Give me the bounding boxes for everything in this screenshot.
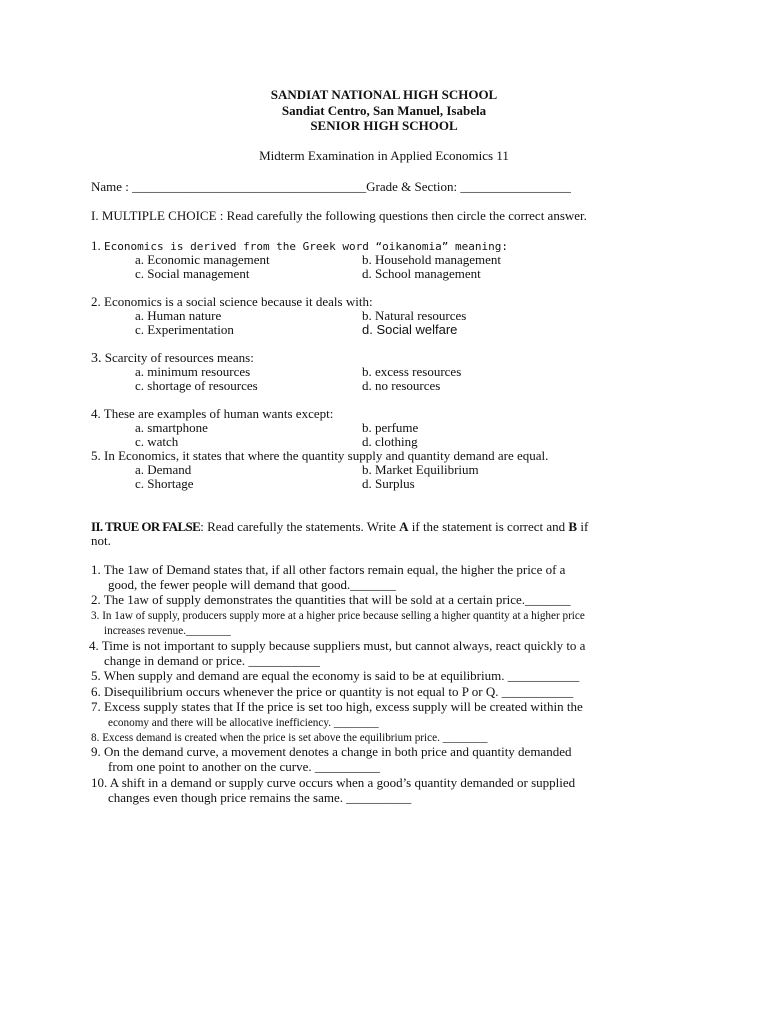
question-stem: Economics is derived from the Greek word “oikanomia” meaning: (104, 240, 508, 253)
choice-c: c. Experimentation (135, 322, 234, 337)
part2-instruction-cont: not. (91, 533, 111, 548)
tf-item-line: 2. The 1aw of supply demonstrates the quantities that will be sold at a certain price._______ (91, 592, 571, 607)
answer-letter-b: B (568, 519, 578, 534)
choice-d: d. clothing (362, 434, 418, 449)
mc-question (91, 449, 548, 463)
tf-item-line: 8. Excess demand is created when the price is set above the equilibrium price. ________ (91, 732, 488, 744)
tf-item-line: 1. The 1aw of Demand states that, if all other factors remain equal, the higher the price of a (91, 562, 566, 577)
tf-item-line: 9. On the demand curve, a movement denotes a change in both price and quantity demanded (91, 744, 572, 759)
choice-a: a. Economic management (135, 252, 270, 267)
question-number: 4. (91, 406, 101, 421)
question-number: 5. (91, 448, 101, 463)
tf-item-line: good, the fewer people will demand that good._______ (108, 577, 396, 592)
exam-title: Midterm Examination in Applied Economics 11 (259, 148, 509, 163)
choice-a: a. smartphone (135, 420, 208, 435)
question-stem: Scarcity of resources means: (104, 350, 254, 365)
question-stem: In Economics, it states that where the quantity supply and quantity demand are equal. (104, 448, 549, 463)
tf-item-line: 4. Time is not important to supply because suppliers must, but cannot always, react quickly to a (89, 638, 586, 653)
choice-d: d. Social welfare (362, 322, 458, 337)
tf-item-line: 7. Excess supply states that If the price is set too high, excess supply will be created within the (91, 699, 583, 714)
part2-instruction (91, 520, 588, 534)
school-address: Sandiat Centro, San Manuel, Isabela (281, 103, 487, 118)
choice-b: b. excess resources (362, 364, 462, 379)
choice-b: b. Natural resources (362, 308, 467, 323)
tf-item-line: economy and there will be allocative inefficiency. ________ (108, 717, 379, 729)
question-number: 3. (91, 351, 102, 366)
question-number: 1. (91, 238, 101, 253)
tf-item-line: increases revenue.________ (104, 625, 231, 637)
choice-d: d. School management (362, 266, 481, 281)
part2-instr-end: if (577, 519, 589, 534)
choice-a: a. Demand (135, 462, 192, 477)
tf-item-line: 3. In 1aw of supply, producers supply more at a higher price because selling a higher quantity at a higher price (91, 610, 585, 622)
choice-a: a. minimum resources (135, 364, 251, 379)
name-grade-line: Name : ____________________________________Grade & Section: _________________ (91, 179, 571, 194)
choice-d: d. Surplus (362, 476, 415, 491)
part2-heading: II. TRUE OR FALSE (91, 519, 201, 534)
question-stem: Economics is a social science because it deals with: (104, 294, 373, 309)
mc-question (91, 295, 373, 309)
mc-question (91, 407, 333, 421)
part2-instr-text: : Read carefully the statements. Write (200, 519, 400, 534)
question-number: 2. (91, 294, 101, 309)
part2-instr-mid: if the statement is correct and (408, 519, 569, 534)
choice-b: b. Market Equilibrium (362, 462, 479, 477)
choice-c: c. watch (135, 434, 179, 449)
tf-item-line: change in demand or price. ___________ (104, 653, 320, 668)
tf-item-line: from one point to another on the curve. __________ (108, 759, 380, 774)
choice-c: c. shortage of resources (135, 378, 258, 393)
tf-item-line: changes even though price remains the same. __________ (108, 790, 412, 805)
school-level: SENIOR HIGH SCHOOL (310, 118, 458, 133)
choice-c: c. Social management (135, 266, 250, 281)
question-stem: These are examples of human wants except: (103, 406, 334, 421)
choice-c: c. Shortage (135, 476, 194, 491)
choice-b: b. Household management (362, 252, 501, 267)
choice-b: b. perfume (362, 420, 419, 435)
choice-d: d. no resources (362, 378, 441, 393)
tf-item-line: 5. When supply and demand are equal the economy is said to be at equilibrium. ___________ (91, 668, 580, 683)
tf-item-line: 6. Disequilibrium occurs whenever the price or quantity is not equal to P or Q. ___________ (91, 684, 574, 699)
school-name: SANDIAT NATIONAL HIGH SCHOOL (270, 87, 498, 102)
choice-a: a. Human nature (135, 308, 222, 323)
tf-item-line: 10. A shift in a demand or supply curve occurs when a good’s quantity demanded or supplied (91, 775, 576, 790)
part1-instruction: I. MULTIPLE CHOICE : Read carefully the following questions then circle the correct answer. (91, 208, 587, 223)
answer-letter-a: A (399, 519, 409, 534)
